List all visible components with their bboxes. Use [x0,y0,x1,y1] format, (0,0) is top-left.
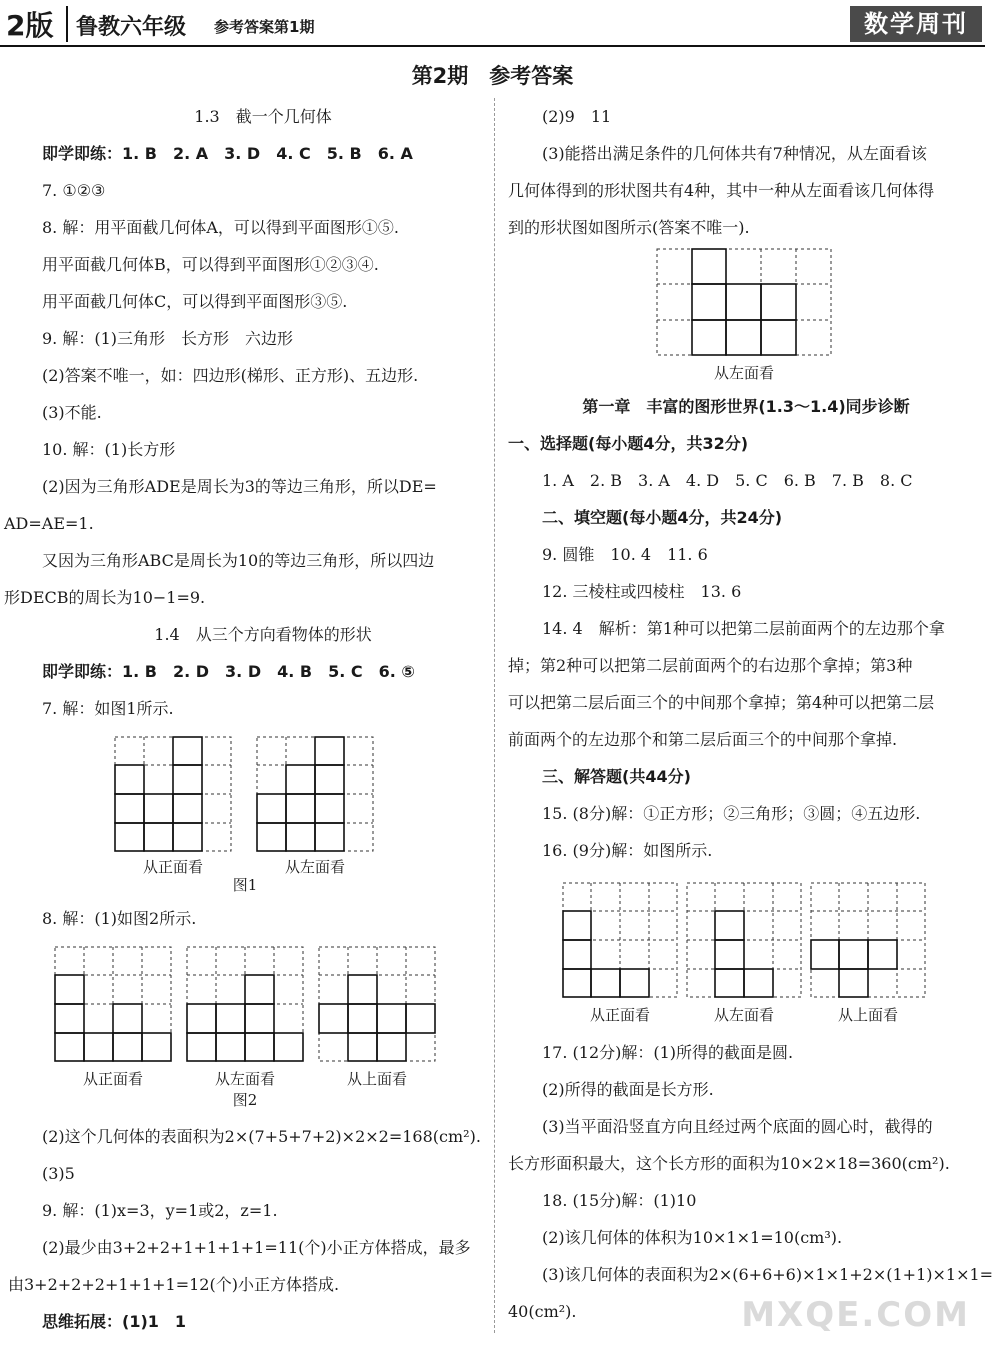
answer-line: (2)答案不唯一，如：四边形(梯形、正方形)、五边形. [42,366,419,385]
answer-line: (3)当平面沿竖直方向且经过两个底面的圆心时，截得的 [542,1117,933,1136]
left-column [4,98,484,727]
section-title: 1.4 从三个方向看物体的形状 [154,625,372,644]
column-divider [494,98,495,1333]
part-title: 二、填空题(每小题4分，共24分) [542,508,783,527]
chapter-title: 第一章 丰富的图形世界(1.3～1.4)同步诊断 [582,397,910,416]
answer-line: (3)能搭出满足条件的几何体共有7种情况，从左面看该 [542,144,927,163]
answer-line: 形DECB的周长为10−1=9. [4,588,206,607]
figure-caption: 从正面看 [589,1006,650,1024]
answer-line: 8. 解：用平面截几何体A，可以得到平面图形①⑤. [42,218,399,237]
answer-line: 14. 4 解析：第1种可以把第二层前面两个的左边那个拿 [542,619,945,638]
header-divider [66,6,68,42]
answer-line: 7. ①②③ [42,181,106,200]
answer-line: 9. 解：(1)三角形 长方形 六边形 [42,329,294,348]
answer-line: 9. 解：(1)x=3，y=1或2，z=1. [42,1201,278,1220]
answer-line: 由3+2+2+2+1+1+1=12(个)小正方体搭成. [8,1275,340,1294]
right-column [508,98,984,246]
answer-line: (2)这个几何体的表面积为2×(7+5+7+2)×2×2=168(cm²). [42,1127,481,1146]
answer-line: (3)该几何体的表面积为2×(6+6+6)×1×1+2×(1+1)×1×1= [542,1265,994,1284]
answer-line: 前面两个的左边那个和第二层后面三个的中间那个拿掉. [508,730,898,749]
part-title: 一、选择题(每小题4分，共32分) [508,434,749,453]
answer-line: 10. 解：(1)长方形 [42,440,176,459]
answer-line: 用平面截几何体B，可以得到平面图形①②③④. [42,255,379,274]
answer-line: 可以把第二层后面三个的中间那个拿掉；第4种可以把第二层 [508,693,935,712]
answer-line: 40(cm²). [508,1302,577,1321]
figure-caption: 从正面看 [142,858,203,876]
answer-line: AD=AE=1. [4,514,94,533]
answer-line: (3)不能. [42,403,102,422]
figure-caption: 从上面看 [346,1070,407,1088]
answer-line: (3)5 [42,1164,75,1183]
figure-caption: 从上面看 [837,1006,898,1024]
figure-2-front-view [54,946,172,1062]
answer-line: 16. (9分)解：如图所示. [542,841,713,860]
left-column-bottom [8,1118,484,1340]
answer-line: 到的形状图如图所示(答案不唯一). [508,218,750,237]
answer-line: 用平面截几何体C，可以得到平面图形③⑤. [42,292,348,311]
answer-line: (2)所得的截面是长方形. [542,1080,714,1099]
issue-label: 参考答案第1期 [214,18,315,36]
right-column-mid [508,388,984,869]
answer-line: (2)该几何体的体积为10×1×1=10(cm³). [542,1228,843,1247]
answer-line: (2)最少由3+2+2+1+1+1+1=11(个)小正方体搭成，最多 [42,1238,471,1257]
watermark: MXQE.COM [741,1295,970,1335]
left-column-cont [42,900,484,937]
answer-line: 又因为三角形ABC是周长为10的等边三角形，所以四边 [42,551,435,570]
answer-line: 12. 三棱柱或四棱柱 13. 6 [542,582,742,601]
answer-line: 思维拓展：(1)1 1 [42,1312,187,1331]
figure-caption: 从左面看 [214,1070,275,1088]
answer-line: 9. 圆锥 10. 4 11. 6 [542,545,708,564]
answer-line: 7. 解：如图1所示. [42,699,174,718]
figure-caption: 从左面看 [284,858,345,876]
figure-2-left-view [186,946,304,1062]
figure-caption: 从左面看 [713,364,774,382]
figure-1-front-view [114,736,232,852]
answer-line: (2)因为三角形ADE是周长为3的等边三角形，所以DE= [42,477,437,496]
figure-1-left-view [256,736,374,852]
figure-4-top-view [810,882,926,998]
page-title: 第2期 参考答案 [411,64,574,88]
answer-line: 1. A 2. B 3. A 4. D 5. C 6. B 7. B 8. C [542,471,913,490]
answer-line: 17. (12分)解：(1)所得的截面是圆. [542,1043,794,1062]
section-title: 1.3 截一个几何体 [194,107,332,126]
page-header [0,0,1000,46]
right-column-bottom [508,1034,994,1330]
answer-line: 8. 解：(1)如图2所示. [42,909,197,928]
brand-logo: 数学周刊 [850,6,982,42]
answer-line: 长方形面积最大，这个长方形的面积为10×2×18=360(cm²). [508,1154,950,1173]
answer-line: 即学即练：1. B 2. D 3. D 4. B 5. C 6. ⑤ [42,662,415,681]
figure-4-front-view [562,882,678,998]
figure-caption: 从正面看 [82,1070,143,1088]
figure-label: 图2 [232,1091,258,1109]
edition-label: 2版 [6,9,54,42]
figure-4-left-view [686,882,802,998]
part-title: 三、解答题(共44分) [542,767,691,786]
figure-label: 图1 [232,876,258,894]
header-rule [0,45,985,47]
answer-line: 几何体得到的形状图共有4种，其中一种从左面看该几何体得 [508,181,935,200]
answer-line: 18. (15分)解：(1)10 [542,1191,697,1210]
figure-3-left-view [656,248,832,356]
figure-caption: 从左面看 [713,1006,774,1024]
answer-line: (2)9 11 [542,107,612,126]
answer-line: 即学即练：1. B 2. A 3. D 4. C 5. B 6. A [42,144,413,163]
answer-line: 掉；第2种可以把第二层前面两个的右边那个拿掉；第3种 [508,656,913,675]
figure-2-top-view [318,946,436,1062]
grade-label: 鲁教六年级 [76,15,187,40]
answer-line: 15. (8分)解：①正方形；②三角形；③圆；④五边形. [542,804,921,823]
